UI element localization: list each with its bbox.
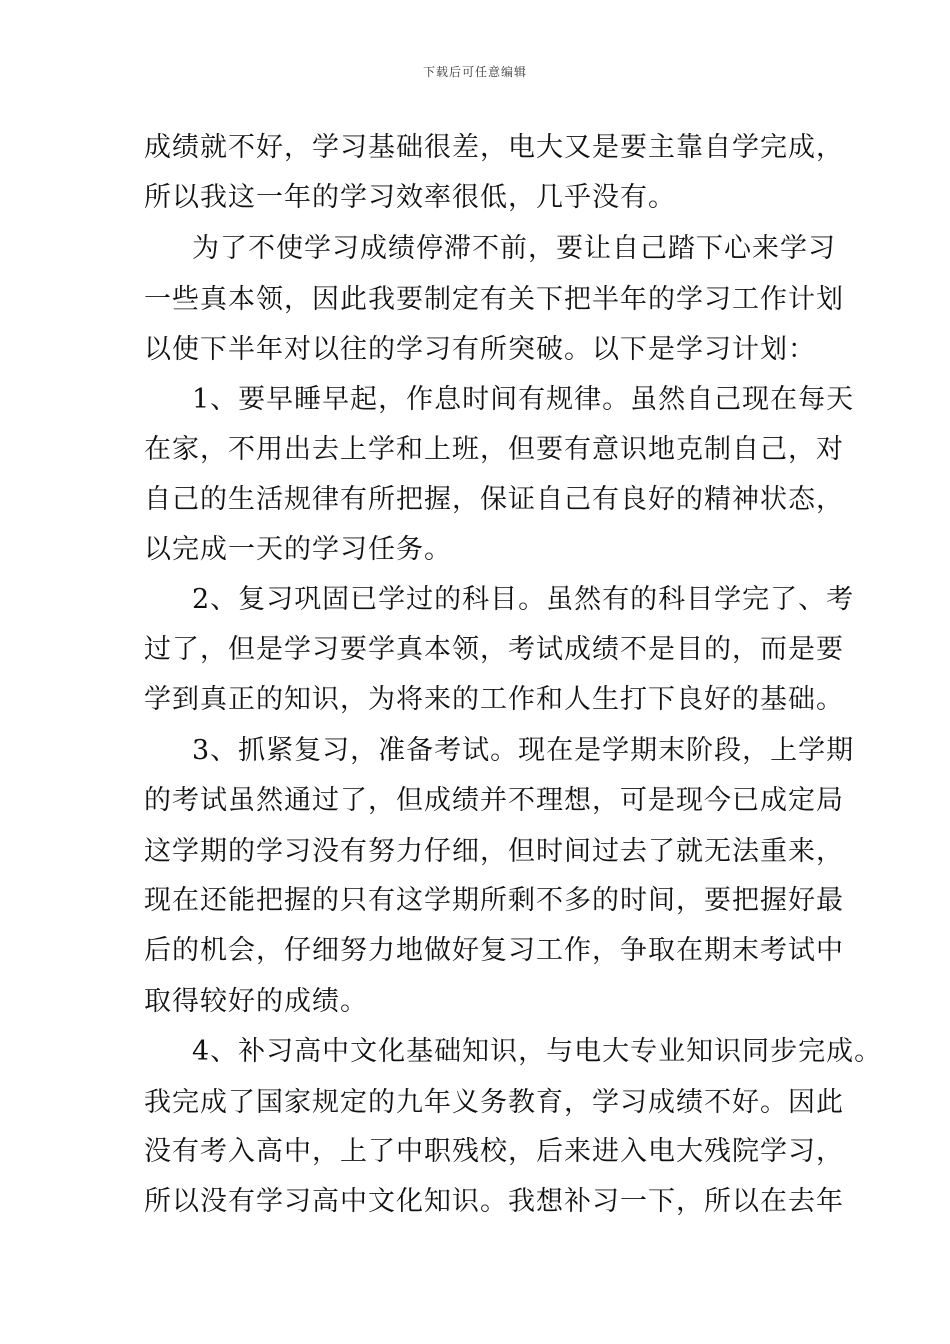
text-line: 我完成了国家规定的九年义务教育，学习成绩不好。因此 <box>144 1087 844 1118</box>
text-line: 过了，但是学习要学真本领，考试成绩不是目的，而是要 <box>144 634 844 665</box>
text-line: 所以我这一年的学习效率很低，几乎没有。 <box>144 182 676 213</box>
text-line: 一些真本领，因此我要制定有关下把半年的学习工作计划 <box>144 284 844 315</box>
text-line: 为了不使学习成绩停滞不前，要让自己踏下心来学习 <box>192 233 836 264</box>
text-line: 在家，不用出去上学和上班，但要有意识地克制自己，对 <box>144 434 844 465</box>
text-line: 以使下半年对以往的学习有所突破。以下是学习计划： <box>144 334 816 365</box>
page-header-note: 下载后可任意编辑 <box>422 65 527 79</box>
text-line: 所以没有学习高中文化知识。我想补习一下，所以在去年 <box>144 1186 844 1217</box>
text-line: 自己的生活规律有所把握，保证自己有良好的精神状态， <box>144 484 844 515</box>
text-line: 2、复习巩固已学过的科目。虽然有的科目学完了、考 <box>192 584 855 615</box>
text-line: 以完成一天的学习任务。 <box>144 534 452 565</box>
text-line: 1、要早睡早起，作息时间有规律。虽然自己现在每天 <box>192 384 855 415</box>
text-line: 后的机会，仔细努力地做好复习工作，争取在期末考试中 <box>144 935 844 966</box>
text-line: 这学期的学习没有努力仔细，但时间过去了就无法重来， <box>144 836 844 867</box>
text-line: 成绩就不好，学习基础很差，电大又是要主靠自学完成， <box>144 132 844 163</box>
text-line: 4、补习高中文化基础知识，与电大专业知识同步完成。 <box>192 1036 883 1067</box>
text-line: 没有考入高中，上了中职残校，后来进入电大残院学习， <box>144 1136 844 1167</box>
text-line: 取得较好的成绩。 <box>144 986 368 1017</box>
text-line: 学到真正的知识，为将来的工作和人生打下良好的基础。 <box>144 684 844 715</box>
text-line: 的考试虽然通过了，但成绩并不理想，可是现今已成定局 <box>144 785 844 816</box>
text-line: 现在还能把握的只有这学期所剩不多的时间，要把握好最 <box>144 885 844 916</box>
text-line: 3、抓紧复习，准备考试。现在是学期末阶段，上学期 <box>192 735 855 766</box>
